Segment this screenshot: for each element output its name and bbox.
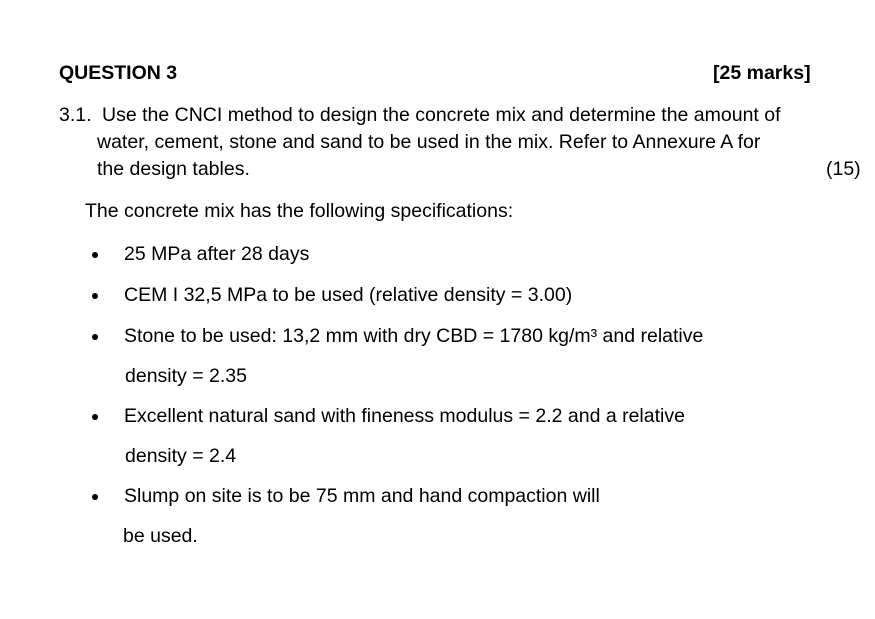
list-item-text: Slump on site is to be 75 mm and hand compaction will — [124, 485, 600, 507]
list-item-text: Stone to be used: 13,2 mm with dry CBD = 1780 kg/m³ and relative — [124, 325, 704, 347]
list-item-text: 25 MPa after 28 days — [124, 243, 310, 265]
list-item-continuation: density = 2.35 — [125, 365, 247, 387]
part-marks: (15) — [826, 158, 861, 180]
specs-intro: The concrete mix has the following specifications: — [85, 200, 514, 222]
part-text-line-2: water, cement, stone and sand to be used in the mix. Refer to Annexure A for — [97, 131, 761, 153]
question-title: QUESTION 3 — [59, 62, 178, 84]
list-item-continuation: density = 2.4 — [125, 445, 237, 467]
question-marks: [25 marks] — [713, 62, 811, 84]
list-item-text: Excellent natural sand with fineness modulus = 2.2 and a relative — [124, 405, 685, 427]
bullet-icon — [92, 414, 98, 420]
bullet-icon — [92, 252, 98, 258]
bullet-icon — [92, 293, 98, 299]
part-text-line-1: Use the CNCI method to design the concrete mix and determine the amount of — [102, 104, 781, 126]
part-number: 3.1. — [59, 104, 92, 126]
list-item-text: CEM I 32,5 MPa to be used (relative density = 3.00) — [124, 284, 573, 306]
bullet-icon — [92, 334, 98, 340]
list-item-continuation: be used. — [123, 525, 198, 547]
part-text-line-3: the design tables. — [97, 158, 250, 180]
bullet-icon — [92, 494, 98, 500]
